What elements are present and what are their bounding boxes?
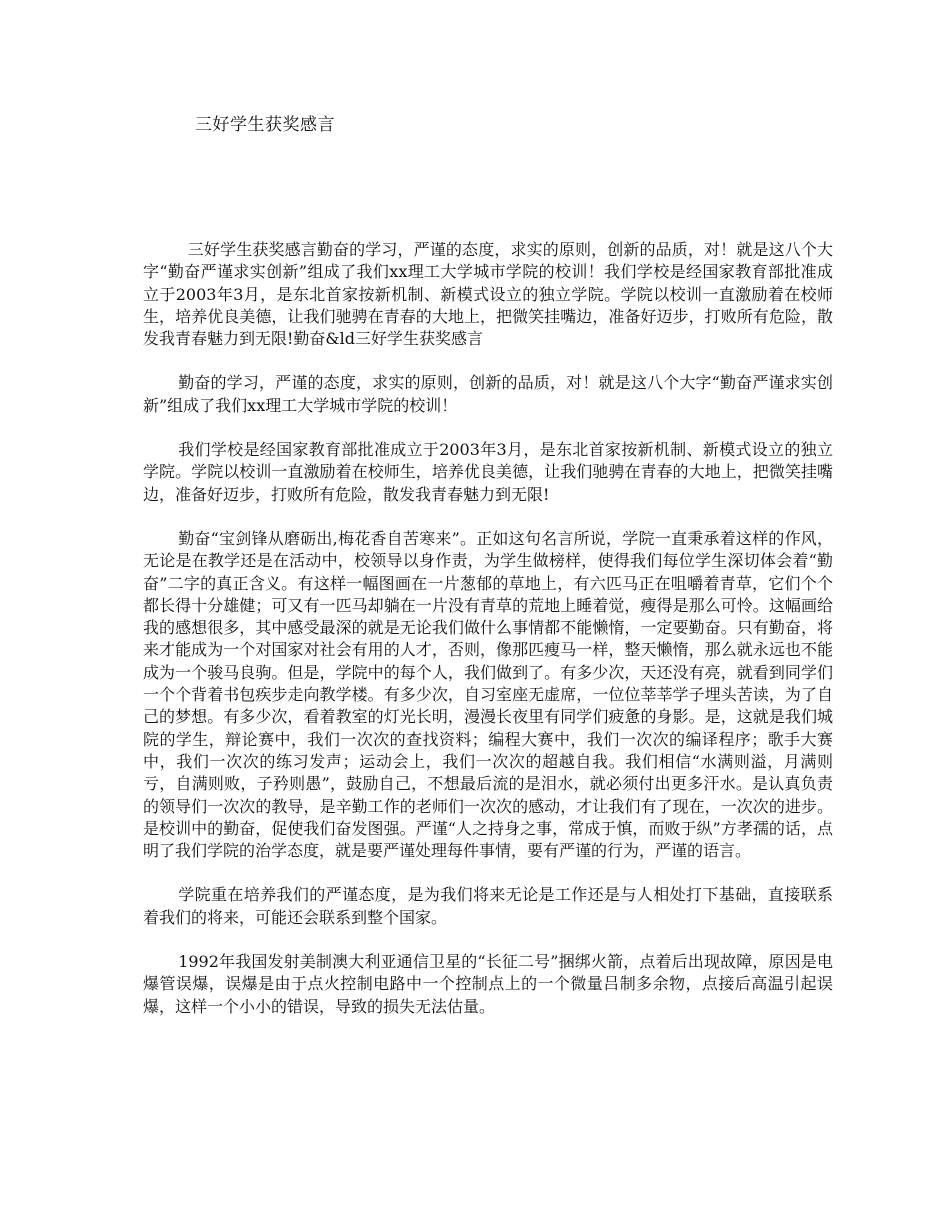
document-body — [143, 239, 833, 1018]
paragraph-2: 勤奋的学习，严谨的态度，求实的原则，创新的品质，对！就是这八个大字“勤奋严谨求实创新”组成了我们xx理工大学城市学院的校训！ — [143, 373, 833, 415]
paragraph-6: 1992年我国发射美制澳大利亚通信卫星的“长征二号”捆绑火箭，点着后出现故障，原因是电爆管误爆，误爆是由于点火控制电路中一个控制点上的一个微量吕制多余物，点接后高温引起误爆，这样一个小小的错误，导致的损失无法估量。 — [143, 952, 833, 1016]
paragraph-4: 勤奋“宝剑锋从磨砺出,梅花香自苦寒来”。正如这句名言所说，学院一直秉承着这样的作风，无论是在教学还是在活动中，校领导以身作责，为学生做榜样，使得我们每位学生深切体会着“勤奋”二字的真正含义。有这样一幅图画在一片葱郁的草地上，有六匹马正在咀嚼着青草，它们个个都长得十分雄健；可又有一匹马却躺在一片没有青草的荒地上睡着觉，瘦得是那么可怜。这幅画给我的感想很多，其中感受最深的就是无论我们做什么事情都不能懒惰，一定要勤奋。只有勤奋，将来才能成为一个对国家对社会有用的人才，否则，像那匹瘦马一样，整天懒惰，那么就永远也不能成为一个骏马良驹。但是，学院中的每个人，我们做到了。有多少次，天还没有亮，就看到同学们一个个背着书包疾步走向教学楼。有多少次，自习室座无虚席，一位位莘莘学子埋头苦读，为了自己的梦想。有多少次，看着教室的灯光长明，漫漫长夜里有同学们疲惫的身影。是，这就是我们城院的学生，辩论赛中，我们一次次的查找资料；编程大赛中，我们一次次的编译程序；歌手大赛中，我们一次次的练习发声；运动会上，我们一次次的超越自我。我们相信“水满则溢，月满则亏，自满则败，子矜则愚”，鼓励自己，不想最后流的是泪水，就必须付出更多汗水。是认真负责的领导们一次次的教导，是辛勤工作的老师们一次次的感动，才让我们有了现在，一次次的进步。是校训中的勤奋，促使我们奋发图强。严谨“人之持身之事，常成于慎，而败于纵”方孝孺的话，点明了我们学院的治学态度，就是要严谨处理每件事情，要有严谨的行为，严谨的语言。 — [143, 528, 833, 861]
document-title: 三好学生获奖感言 — [195, 115, 335, 135]
paragraph-5: 学院重在培养我们的严谨态度，是为我们将来无论是工作还是与人相处打下基础，直接联系着我们的将来，可能还会联系到整个国家。 — [143, 885, 833, 927]
paragraph-1: 三好学生获奖感言勤奋的学习，严谨的态度，求实的原则，创新的品质，对！就是这八个大字“勤奋严谨求实创新”组成了我们xx理工大学城市学院的校训！我们学校是经国家教育部批准成立于2003年3月，是东北首家按新机制、新模式设立的独立学院。学院以校训一直激励着在校师生，培养优良美德，让我们驰骋在青春的大地上，把微笑挂嘴边，准备好迈步，打败所有危险，散发我青春魅力到无限!勤奋&ld三好学生获奖感言 — [143, 240, 833, 349]
paragraph-3: 我们学校是经国家教育部批准成立于2003年3月，是东北首家按新机制、新模式设立的独立学院。学院以校训一直激励着在校师生，培养优良美德，让我们驰骋在青春的大地上，把微笑挂嘴边，准备好迈步，打败所有危险，散发我青春魅力到无限! — [143, 440, 833, 504]
